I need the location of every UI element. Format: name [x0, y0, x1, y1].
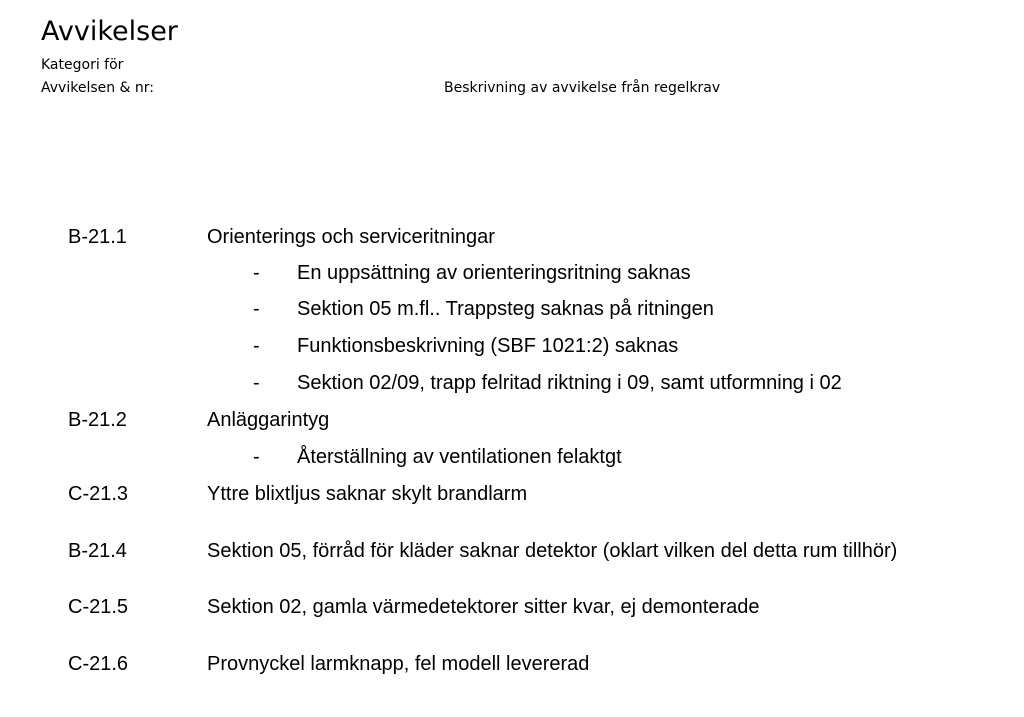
deviation-description: Sektion 02, gamla värmedetektorer sitter kvar, ej demonterade: [207, 596, 760, 618]
deviation-description: Provnyckel larmknapp, fel modell levererad: [207, 653, 590, 675]
page-title: Avvikelser: [41, 16, 178, 47]
deviation-description: Anläggarintyg: [207, 409, 330, 431]
category-header-line2: Avvikelsen & nr:: [41, 80, 155, 96]
description-column-header: Beskrivning av avvikelse från regelkrav: [444, 80, 721, 96]
deviation-description: Yttre blixtljus saknar skylt brandlarm: [207, 483, 528, 505]
bullet-dash: -: [253, 335, 260, 357]
deviation-code: C-21.5: [68, 596, 129, 618]
deviation-description: Sektion 05, förråd för kläder saknar detektor (oklart vilken del detta rum tillhör): [207, 540, 898, 562]
deviation-code: C-21.6: [68, 653, 129, 675]
category-header-line1: Kategori för: [41, 57, 124, 73]
bullet-text: Funktionsbeskrivning (SBF 1021:2) saknas: [297, 335, 679, 357]
bullet-dash: -: [253, 372, 260, 394]
bullet-text: Sektion 02/09, trapp felritad riktning i 09, samt utformning i 02: [297, 372, 842, 394]
deviation-code: B-21.2: [68, 409, 127, 431]
deviation-description: Orienterings och serviceritningar: [207, 226, 495, 248]
bullet-text: En uppsättning av orienteringsritning saknas: [297, 262, 691, 284]
bullet-text: Sektion 05 m.fl.. Trappsteg saknas på ritningen: [297, 298, 714, 320]
bullet-dash: -: [253, 446, 260, 468]
deviation-code: B-21.1: [68, 226, 127, 248]
bullet-dash: -: [253, 262, 260, 284]
deviation-code: B-21.4: [68, 540, 127, 562]
deviation-code: C-21.3: [68, 483, 129, 505]
bullet-dash: -: [253, 298, 260, 320]
bullet-text: Återställning av ventilationen felaktgt: [297, 446, 622, 468]
